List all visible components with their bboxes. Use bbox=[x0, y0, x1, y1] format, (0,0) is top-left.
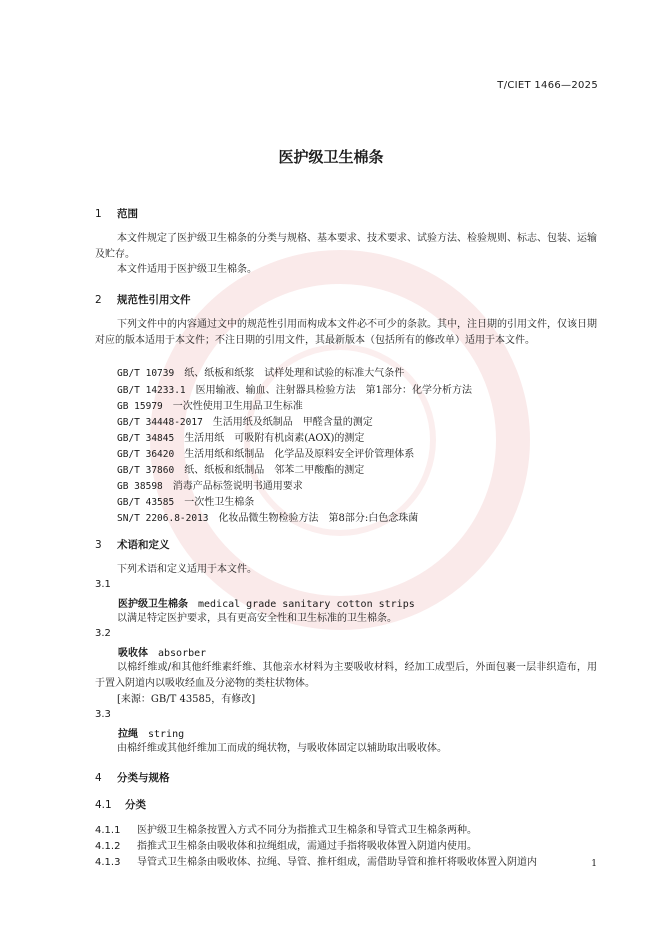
term-definition: 由棉纤维或其他纤维加工而成的绳状物，与吸收体固定以辅助取出吸收体。 bbox=[117, 743, 447, 754]
standard-code: T/CIET 1466—2025 bbox=[497, 80, 598, 91]
section-2-heading: 2 规范性引用文件 bbox=[95, 294, 191, 306]
term-number: 3.3 bbox=[95, 709, 111, 720]
reference-item: GB/T 10739 纸、纸板和纸浆 试样处理和试验的标准大气条件 bbox=[117, 368, 405, 379]
reference-item: GB/T 34448-2017 生活用纸及纸制品 甲醛含量的测定 bbox=[117, 417, 373, 428]
term-definition: 以棉纤维或/和其他纤维素纤维、其他亲水材料为主要吸收材料，经加工成型后，外面包裹一层非织造布，用于置入阴道内以吸收经血及分泌物的类柱状物体。 bbox=[95, 662, 597, 689]
clause-item: 4.1.3 导管式卫生棉条由吸收体、拉绳、导管、推杆组成，需借助导管和推杆将吸收体置入阴道内 bbox=[95, 857, 537, 868]
section-2-paragraph-1: 下列文件中的内容通过文中的规范性引用而构成本文件必不可少的条款。其中，注日期的引用文件，仅该日期对应的版本适用于本文件；不注日期的引用文件，其最新版本（包括所有的修改单）适用于本文件。 bbox=[95, 319, 597, 346]
section-4-heading: 4 分类与规格 bbox=[95, 772, 170, 784]
reference-item: GB/T 36420 生活用纸和纸制品 化学品及原料安全评价管理体系 bbox=[117, 449, 415, 460]
reference-item: GB 38598 消毒产品标签说明书通用要求 bbox=[117, 481, 303, 492]
section-1-paragraph-2: 本文件适用于医护级卫生棉条。 bbox=[117, 264, 257, 275]
reference-item: GB/T 14233.1 医用输液、输血、注射器具检验方法 第1部分：化学分析方法 bbox=[117, 385, 473, 396]
clause-item: 4.1.1 医护级卫生棉条按置入方式不同分为指推式卫生棉条和导管式卫生棉条两种。 bbox=[95, 825, 477, 836]
reference-item: GB/T 34845 生活用纸 可吸附有机卤素(AOX)的测定 bbox=[117, 433, 365, 444]
term-heading: 拉绳 string bbox=[118, 729, 185, 740]
term-heading: 医护级卫生棉条 medical grade sanitary cotton strips bbox=[118, 599, 415, 610]
page-number: 1 bbox=[591, 859, 597, 869]
section-3-paragraph-1: 下列术语和定义适用于本文件。 bbox=[117, 564, 257, 575]
reference-item: GB/T 37860 纸、纸板和纸制品 邻苯二甲酸酯的测定 bbox=[117, 465, 365, 476]
term-definition: 以满足特定医护要求，具有更高安全性和卫生标准的卫生棉条。 bbox=[117, 613, 397, 624]
term-number: 3.1 bbox=[95, 579, 111, 590]
reference-item: SN/T 2206.8-2013 化妆品微生物检验方法 第8部分:白色念珠菌 bbox=[117, 513, 419, 524]
term-source: [来源：GB/T 43585，有修改] bbox=[117, 694, 256, 705]
document-title: 医护级卫生棉条 bbox=[278, 148, 384, 166]
section-3-heading: 3 术语和定义 bbox=[95, 539, 170, 551]
term-number: 3.2 bbox=[95, 628, 111, 639]
section-1-paragraph-1: 本文件规定了医护级卫生棉条的分类与规格、基本要求、技术要求、试验方法、检验规则、标志、包装、运输及贮存。 bbox=[95, 233, 597, 260]
reference-item: GB/T 43585 一次性卫生棉条 bbox=[117, 497, 255, 508]
section-1-heading: 1 范围 bbox=[95, 208, 138, 220]
subsection-4-1-heading: 4.1 分类 bbox=[95, 799, 146, 811]
term-heading: 吸收体 absorber bbox=[118, 648, 207, 659]
reference-item: GB 15979 一次性使用卫生用品卫生标准 bbox=[117, 401, 303, 412]
clause-item: 4.1.2 指推式卫生棉条由吸收体和拉绳组成，需通过手指将吸收体置入阴道内使用。 bbox=[95, 841, 477, 852]
